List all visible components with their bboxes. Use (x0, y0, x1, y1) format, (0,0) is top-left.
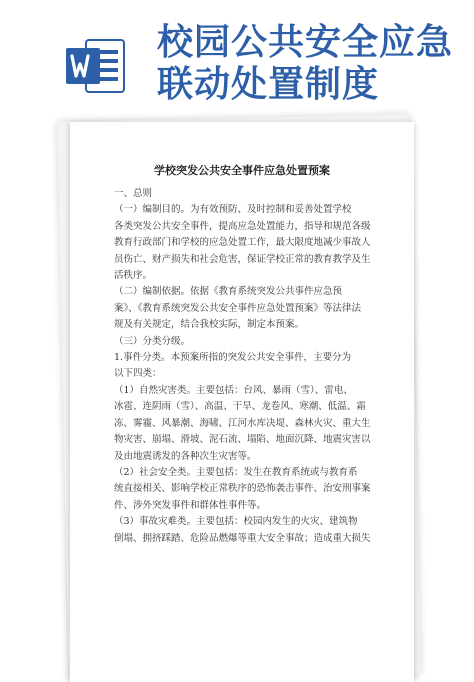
doc-line: 规及有关规定，结合我校实际，制定本预案。 (114, 319, 305, 331)
document-title: 学校突发公共安全事件应急处置预案 (154, 164, 330, 177)
document-page (70, 122, 414, 682)
banner-title (157, 22, 453, 106)
doc-line: （1）自然灾害类。主要包括：台风、暴雨（雪）、雷电、 (114, 384, 353, 396)
doc-line: 及由地震诱发的各种次生灾害等。 (114, 450, 257, 462)
word-doc-icon (64, 34, 128, 98)
banner (0, 0, 474, 110)
doc-line: 冻、雾霾、风暴潮、海啸、江河水库决堤、森林火灾、重大生 (114, 417, 371, 429)
doc-line: 统直接相关、影响学校正常秩序的恐怖袭击事件、治安刑事案 (114, 483, 371, 495)
doc-line: 一、总则 (114, 188, 153, 199)
doc-line: 员伤亡、财产损失和社会危害，保证学校正常的教育教学及生 (114, 253, 371, 265)
doc-line: 各类突发公共安全事件，提高应急处置能力，指导和规范各级 (114, 220, 371, 232)
doc-line: （三）分类分级。 (114, 335, 191, 347)
doc-line: 活秩序。 (114, 270, 153, 282)
document-body (114, 186, 376, 547)
doc-line: 倒塌、拥挤踩踏、危险品燃爆等重大安全事故；造成重大损失 (114, 532, 371, 544)
doc-line: 1.事件分类。本预案所指的突发公共安全事件，主要分为 (114, 352, 352, 364)
doc-line: （二）编制依据。依据《教育系统突发公共事件应急预 (114, 286, 343, 298)
doc-line: 冰雹、连阴雨（雪）、高温、干旱、龙卷风、寒潮、低温、霜 (114, 401, 366, 413)
doc-line: 教育行政部门和学校的应急处置工作，最大限度地减少事故人 (114, 237, 371, 249)
doc-line: 以下四类： (114, 368, 162, 380)
doc-line: 件、涉外突发事件和群体性事件等。 (114, 499, 267, 511)
doc-line: （2）社会安全类。主要包括：发生在教育系统或与教育系 (114, 466, 358, 478)
doc-line: 物灾害、崩塌、滑坡、泥石流、塌陷、地面沉降、地震灾害以 (114, 434, 371, 446)
doc-line: （3）事故灾难类。主要包括：校园内发生的火灾、建筑物 (114, 516, 358, 528)
banner-title-line-2: 联动处置制度 (157, 64, 380, 105)
doc-line: 案》、《教育系统突发公共安全事件应急处置预案》等法律法 (114, 302, 362, 314)
banner-title-line-1: 校园公共安全应急 (157, 22, 454, 63)
doc-line: （一）编制目的。为有效预防、及时控制和妥善处置学校 (114, 204, 352, 216)
